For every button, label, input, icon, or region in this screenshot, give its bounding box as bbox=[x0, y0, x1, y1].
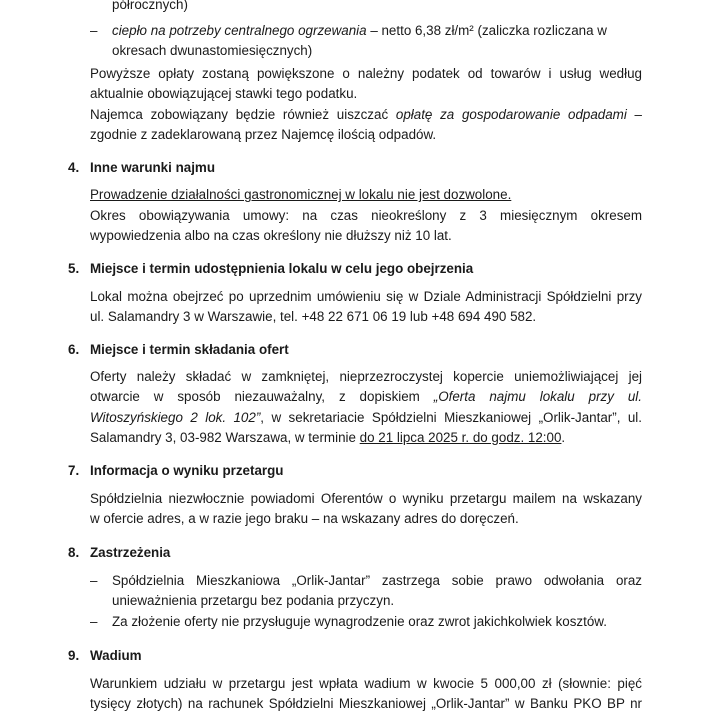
s6-l4-a: Salamandry 3, 03-982 Warszawa, w terminie bbox=[90, 430, 360, 445]
section-5-line2: ul. Salamandry 3 w Warszawie, tel. +48 22 671 06 19 lub +48 694 490 582. bbox=[90, 309, 537, 324]
s6-l2-a: otwarcie w sposób niezauważalny, z dopiskiem bbox=[90, 389, 434, 404]
section-8-bullet1-line1: Spółdzielnia Mieszkaniowa „Orlik-Jantar” zastrzega sobie prawo odwołania oraz bbox=[112, 573, 642, 588]
tax-line1: Powyższe opłaty zostaną powiększone o należny podatek od towarów i usług według bbox=[90, 66, 642, 81]
section-6-line2 bbox=[90, 386, 642, 407]
section-6-line3 bbox=[90, 407, 642, 428]
s6-l4-b: . bbox=[561, 430, 566, 445]
bullet-heat-line2: okresach dwunastomiesięcznych) bbox=[112, 43, 313, 58]
s6-deadline: do 21 lipca 2025 r. do godz. 12:00 bbox=[359, 430, 562, 445]
section-4-line1: Prowadzenie działalności gastronomicznej w lokalu nie jest dozwolone. bbox=[90, 187, 512, 202]
waste-b: – bbox=[626, 107, 642, 122]
section-6-line4 bbox=[90, 427, 565, 448]
section-5-line1: Lokal można obejrzeć po uprzednim umówieniu się w Dziale Administracji Spółdzielni przy bbox=[90, 289, 642, 304]
section-4-line3: wypowiedzenia albo na czas określony nie dłuższy niż 10 lat. bbox=[90, 228, 452, 243]
section-5-number: 5. bbox=[68, 261, 80, 276]
section-7-line2: w ofercie adres, a w razie jego braku – na wskazany adres do doręczeń. bbox=[90, 511, 519, 526]
waste-line1 bbox=[90, 104, 642, 125]
section-7-number: 7. bbox=[68, 463, 80, 478]
waste-italic: opłatę za gospodarowanie odpadami bbox=[395, 107, 627, 122]
section-9-line1: Warunkiem udziału w przetargu jest wpłata wadium w kwocie 5 000,00 zł (słownie: pięć bbox=[90, 676, 642, 691]
section-8-title: Zastrzeżenia bbox=[90, 545, 171, 560]
bullet-dash: – bbox=[90, 614, 98, 629]
section-9-number: 9. bbox=[68, 648, 80, 663]
heat-italic: ciepło na potrzeby centralnego ogrzewania bbox=[112, 23, 367, 38]
section-9-line2: tysięcy złotych) na rachunek Spółdzielni Mieszkaniowej „Orlik-Jantar” w Banku PKO BP nr bbox=[90, 696, 642, 711]
bullet-dash: – bbox=[90, 573, 98, 588]
section-8-bullet1-line2: unieważnienia przetargu bez podania przyczyn. bbox=[112, 593, 395, 608]
section-4-number: 4. bbox=[68, 160, 80, 175]
bullet-dash: – bbox=[90, 23, 98, 38]
section-4-title: Inne warunki najmu bbox=[90, 160, 216, 175]
waste-a: Najemca zobowiązany będzie również uiszczać bbox=[90, 107, 396, 122]
section-8-number: 8. bbox=[68, 545, 80, 560]
tax-line2: aktualnie obowiązującej stawki tego podatku. bbox=[90, 86, 358, 101]
section-6-line1: Oferty należy składać w zamkniętej, nieprzezroczystej kopercie uniemożliwiającej jej bbox=[90, 369, 642, 384]
waste-line2: zgodnie z zadeklarowaną przez Najemcę ilością odpadów. bbox=[90, 127, 437, 142]
section-6-number: 6. bbox=[68, 342, 80, 357]
s6-l3-italic: Witoszyńskiego 2 lok. 102” bbox=[90, 410, 261, 425]
bullet-continuation: półrocznych) bbox=[112, 0, 188, 12]
heat-rest: – netto 6,38 zł/m² (zaliczka rozliczana w bbox=[366, 23, 607, 38]
section-9-title: Wadium bbox=[90, 648, 142, 663]
s6-l2-italic: „Oferta najmu lokalu przy ul. bbox=[433, 389, 643, 404]
bullet-heat-line1 bbox=[112, 20, 607, 41]
s6-l3-b: , w sekretariacie Spółdzielni Mieszkaniowej „Orlik-Jantar”, ul. bbox=[260, 410, 643, 425]
section-7-line1: Spółdzielnia niezwłocznie powiadomi Oferentów o wyniku przetargu mailem na wskazany bbox=[90, 491, 642, 506]
section-6-title: Miejsce i termin składania ofert bbox=[90, 342, 289, 357]
section-4-line2: Okres obowiązywania umowy: na czas nieokreślony z 3 miesięcznym okresem bbox=[90, 208, 642, 223]
section-8-bullet2: Za złożenie oferty nie przysługuje wynagrodzenie oraz zwrot jakichkolwiek kosztów. bbox=[112, 614, 607, 629]
section-7-title: Informacja o wyniku przetargu bbox=[90, 463, 284, 478]
section-5-title: Miejsce i termin udostępnienia lokalu w celu jego obejrzenia bbox=[90, 261, 474, 276]
